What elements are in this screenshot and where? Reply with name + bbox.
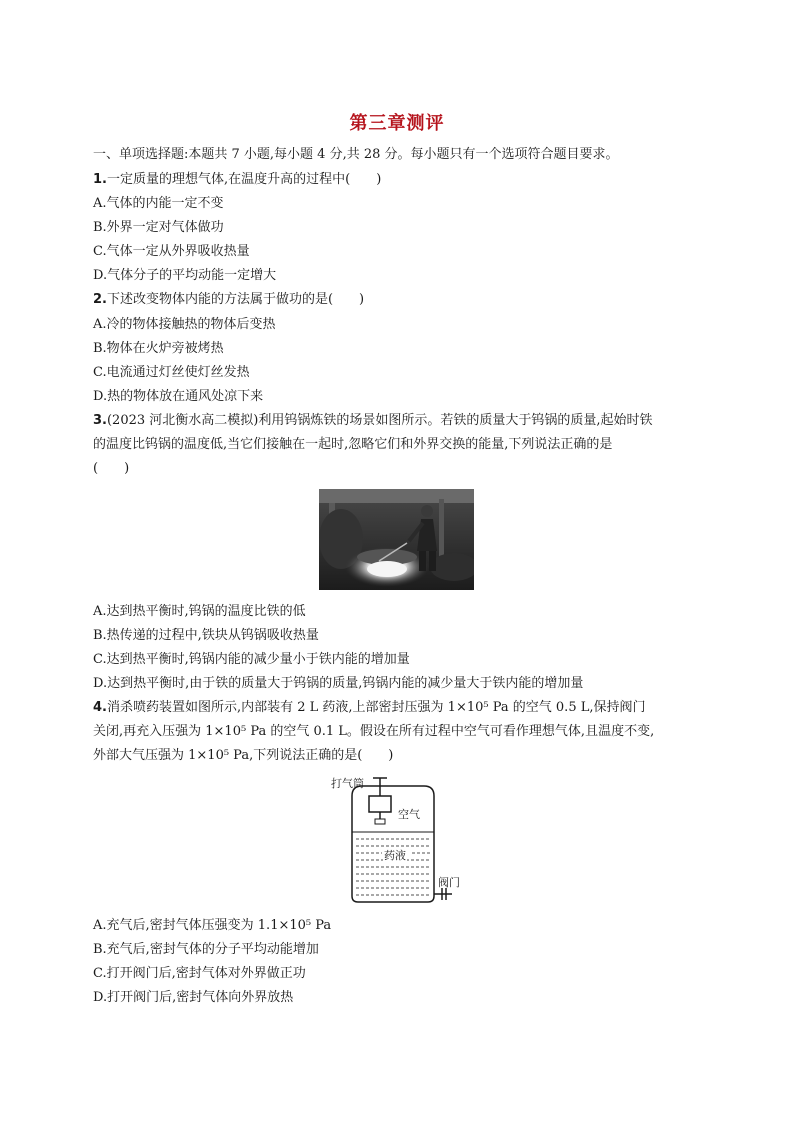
question-text: (2023 河北衡水高二模拟)利用钨锅炼铁的场景如图所示。若铁的质量大于钨锅的质量,起始时铁	[106, 413, 653, 428]
q3-option-b: B.热传递的过程中,铁块从钨锅吸收热量	[93, 628, 319, 643]
q1-option-a: A.气体的内能一定不变	[93, 196, 224, 211]
valve-label: 阀门	[438, 876, 460, 889]
q1-option-d: D.气体分子的平均动能一定增大	[93, 268, 277, 283]
question-4-stem-line-1	[93, 699, 713, 717]
q3-option-a: A.达到热平衡时,钨锅的温度比铁的低	[93, 604, 306, 619]
question-3-stem-line-1	[93, 412, 713, 430]
question-3-stem-line-2: 的温度比钨锅的温度低,当它们接触在一起时,忽略它们和外界交换的能量,下列说法正确的是	[93, 437, 613, 452]
question-3-stem-line-3: ( )	[93, 461, 130, 476]
q2-option-a: A.冷的物体接触热的物体后变热	[93, 317, 276, 332]
q1-option-b: B.外界一定对气体做功	[93, 220, 224, 235]
liquid-label: 药液	[384, 849, 406, 862]
q4-option-d: D.打开阀门后,密封气体向外界放热	[93, 990, 294, 1005]
pump-label: 打气筒	[331, 777, 364, 790]
question-text: 一定质量的理想气体,在温度升高的过程中( )	[106, 172, 382, 187]
q3-option-c: C.达到热平衡时,钨锅内能的减少量小于铁内能的增加量	[93, 652, 410, 667]
question-number: 1.	[93, 172, 107, 187]
sprayer-diagram	[330, 772, 465, 904]
question-number: 3.	[93, 413, 107, 428]
section-header: 一、单项选择题:本题共 7 小题,每小题 4 分,共 28 分。每小题只有一个选项符合题目要求。	[93, 147, 619, 162]
smelting-photo	[319, 489, 474, 590]
question-2-stem	[93, 291, 713, 309]
question-4-stem-line-2: 关闭,再充入压强为 1×10⁵ Pa 的空气 0.1 L。假设在所有过程中空气可看作理想气体,且温度不变,	[93, 724, 655, 739]
q2-option-b: B.物体在火炉旁被烤热	[93, 341, 224, 356]
q2-option-d: D.热的物体放在通风处凉下来	[93, 389, 264, 404]
smelting-photo-illustration	[319, 489, 474, 590]
q1-option-c: C.气体一定从外界吸收热量	[93, 244, 250, 259]
q4-option-c: C.打开阀门后,密封气体对外界做正功	[93, 966, 306, 981]
q4-option-b: B.充气后,密封气体的分子平均动能增加	[93, 942, 319, 957]
page-title: 第三章测评	[349, 113, 445, 134]
q4-option-a: A.充气后,密封气体压强变为 1.1×10⁵ Pa	[93, 918, 332, 933]
question-1-stem	[93, 171, 713, 189]
question-number: 2.	[93, 292, 107, 307]
question-number: 4.	[93, 700, 107, 715]
air-label: 空气	[398, 808, 420, 821]
q2-option-c: C.电流通过灯丝使灯丝发热	[93, 365, 250, 380]
q3-option-d: D.达到热平衡时,由于铁的质量大于钨锅的质量,钨锅内能的减少量大于铁内能的增加量	[93, 676, 584, 691]
question-4-stem-line-3: 外部大气压强为 1×10⁵ Pa,下列说法正确的是( )	[93, 748, 394, 763]
question-text: 消杀喷药装置如图所示,内部装有 2 L 药液,上部密封压强为 1×10⁵ Pa 的空气 0.5 L,保持阀门	[106, 700, 646, 715]
question-text: 下述改变物体内能的方法属于做功的是( )	[106, 292, 365, 307]
